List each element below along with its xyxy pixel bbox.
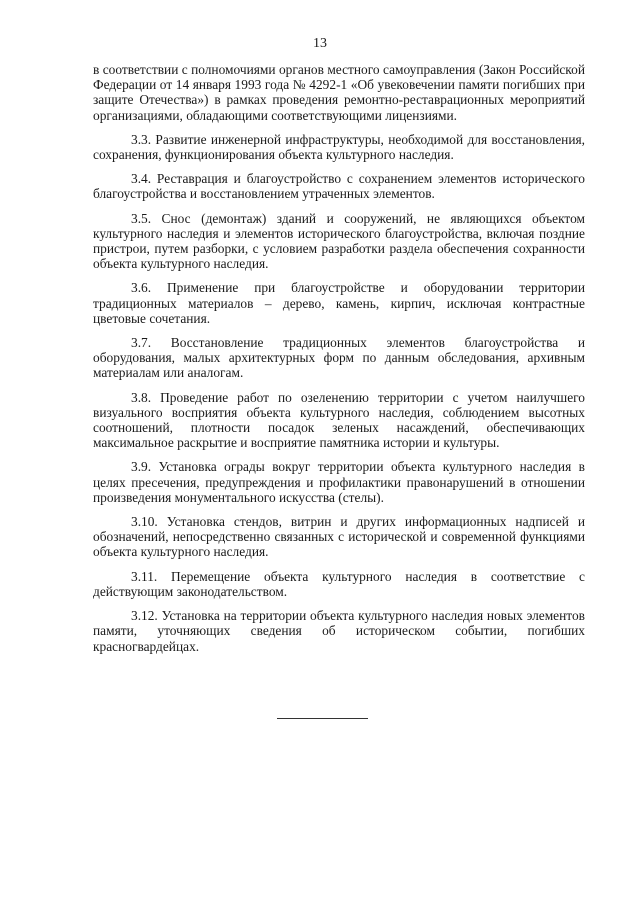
paragraph-3-3: 3.3. Развитие инженерной инфраструктуры, необходимой для восстановления, сохранения, функционирования объекта культурного наследия. — [93, 131, 585, 163]
paragraph-3-7: 3.7. Восстановление традиционных элементов благоустройства и оборудования, малых архитектурных форм по данным обследования, архивным материалам или аналогам. — [93, 335, 585, 381]
paragraph-3-9: 3.9. Установка ограды вокруг территории объекта культурного наследия в целях пресечения, предупреждения и профилактики правонарушений в отношении произведения монументального искусства (стелы). — [93, 459, 585, 505]
paragraph-3-6: 3.6. Применение при благоустройстве и оборудовании территории традиционных материалов – дерево, камень, кирпич, исключая контрастные цветовые сочетания. — [93, 280, 585, 326]
paragraph-3-11: 3.11. Перемещение объекта культурного наследия в соответствие с действующим законодательством. — [93, 568, 585, 599]
page-number: 13 — [313, 36, 327, 51]
paragraph-3-4: 3.4. Реставрация и благоустройство с сохранением элементов исторического благоустройства и восстановлением утраченных элементов. — [93, 171, 585, 202]
paragraph-continuation: в соответствии с полномочиями органов местного самоуправления (Закон Российской Федерации от 14 января 1993 года № 4292-1 «Об увековечении памяти погибших при защите Отечества») в рамках проведения ремонтно-реставрационных мероприятий организациями, обладающими соответствующими лицензиями. — [93, 62, 585, 123]
end-divider-line — [277, 718, 368, 719]
paragraph-3-10: 3.10. Установка стендов, витрин и других информационных надписей и обозначений, непосредственно связанных с исторической и современной функциями объекта культурного наследия. — [93, 514, 585, 560]
document-body — [93, 62, 585, 663]
paragraph-3-5: 3.5. Снос (демонтаж) зданий и сооружений, не являющихся объектом культурного наследия и элементов исторического благоустройства, включая поздние пристрои, путем разборки, с условием разработки раздела обеспечения сохранности объекта культурного наследия. — [93, 210, 585, 272]
paragraph-3-12: 3.12. Установка на территории объекта культурного наследия новых элементов памяти, уточняющих сведения об историческом событии, погибших красногвардейцах. — [93, 608, 585, 654]
paragraph-3-8: 3.8. Проведение работ по озеленению территории с учетом наилучшего визуального восприятия объекта культурного наследия, соблюдением высотных соотношений, плотности посадок зеленых насаждений, обеспечивающих максимальное раскрытие и восприятие памятника истории и культуры. — [93, 389, 585, 451]
